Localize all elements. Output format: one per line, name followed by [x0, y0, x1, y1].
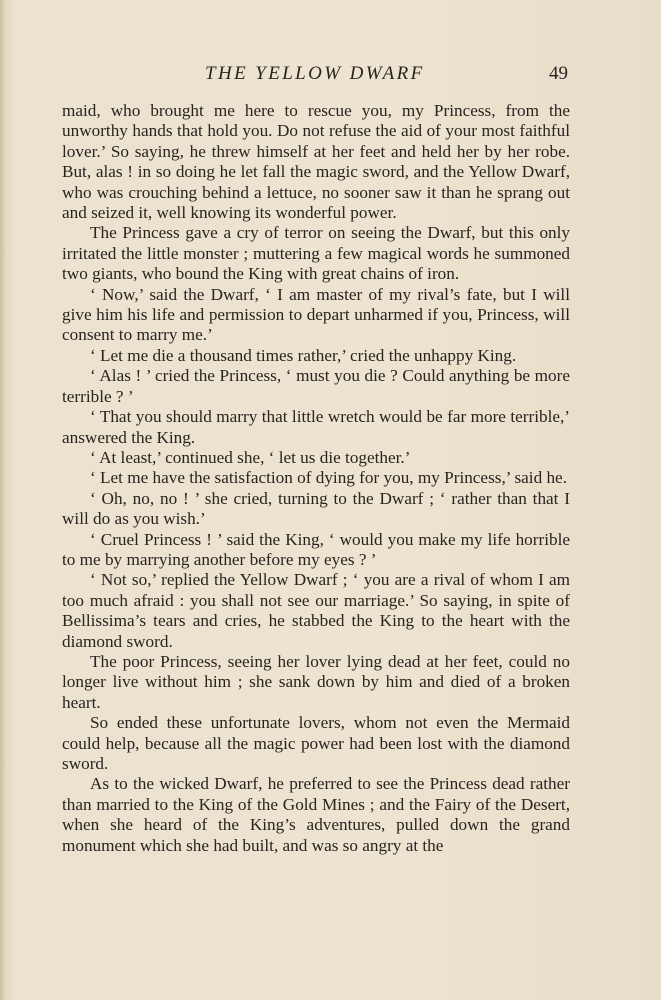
page-number: 49 [549, 63, 568, 84]
paragraph-6: ‘ That you should marry that little wretch would be far more terrible,’ answered the King. [62, 407, 570, 447]
paragraph-4: ‘ Let me die a thousand times rather,’ cried the unhappy King. [90, 345, 517, 365]
paragraph-14: As to the wicked Dwarf, he preferred to see the Princess dead rather than married to the King of the Gold Mines ; and the Fairy of the Desert, when she heard of the King’s adventures, pulled down the grand monument which she had built, and was so angry at the [62, 774, 570, 855]
body-text [62, 101, 570, 856]
paragraph-9: ‘ Oh, no, no ! ’ she cried, turning to the Dwarf ; ‘ rather than that I will do as you wish.’ [62, 488, 570, 529]
paragraph-8: ‘ Let me have the satisfaction of dying for you, my Princess,’ said he. [90, 468, 567, 488]
paragraph-2: The Princess gave a cry of terror on seeing the Dwarf, but this only irritated the little monster ; muttering a few magical words he summoned two giants, who bound the King with great chains of iron. [62, 223, 570, 284]
paragraph-12: The poor Princess, seeing her lover lying dead at her feet, could no longer live without him ; she sank down by him and died of a broken heart. [62, 651, 570, 712]
paragraph-5: ‘ Alas ! ’ cried the Princess, ‘ must you die ? Could anything be more terrible ? ’ [62, 366, 570, 406]
page-gutter-shadow [0, 0, 6, 1000]
paragraph-11: ‘ Not so,’ replied the Yellow Dwarf ; ‘ you are a rival of whom I am too much afraid : you shall not see our marriage.’ So saying, in spite of Bellissima’s tears and cries, he stabbed the King to the heart with the diamond sword. [62, 570, 570, 651]
paragraph-3: ‘ Now,’ said the Dwarf, ‘ I am master of my rival’s fate, but I will give him his life and permission to depart unharmed if you, Princess, will consent to marry me.’ [62, 284, 570, 345]
paragraph-7: ‘ At least,’ continued she, ‘ let us die together.’ [90, 447, 411, 467]
paragraph-10: ‘ Cruel Princess ! ’ said the King, ‘ would you make my life horrible to me by marrying another before my eyes ? ’ [62, 529, 570, 569]
running-head [0, 62, 661, 86]
running-title: THE YELLOW DWARF [205, 63, 425, 84]
paragraph-13: So ended these unfortunate lovers, whom not even the Mermaid could help, because all the magic power had been lost with the diamond sword. [62, 713, 570, 773]
paragraph-1: maid, who brought me here to rescue you, my Princess, from the unworthy hands that hold you. Do not refuse the aid of your most faithful lover.’ So saying, he threw himself at her feet and held her by her robe. But, alas ! in so doing he let fall the magic sword, and the Yellow Dwarf, who was crouching behind a lettuce, no sooner saw it than he sprang out and seized it, well knowing its wonderful power. [62, 101, 570, 223]
